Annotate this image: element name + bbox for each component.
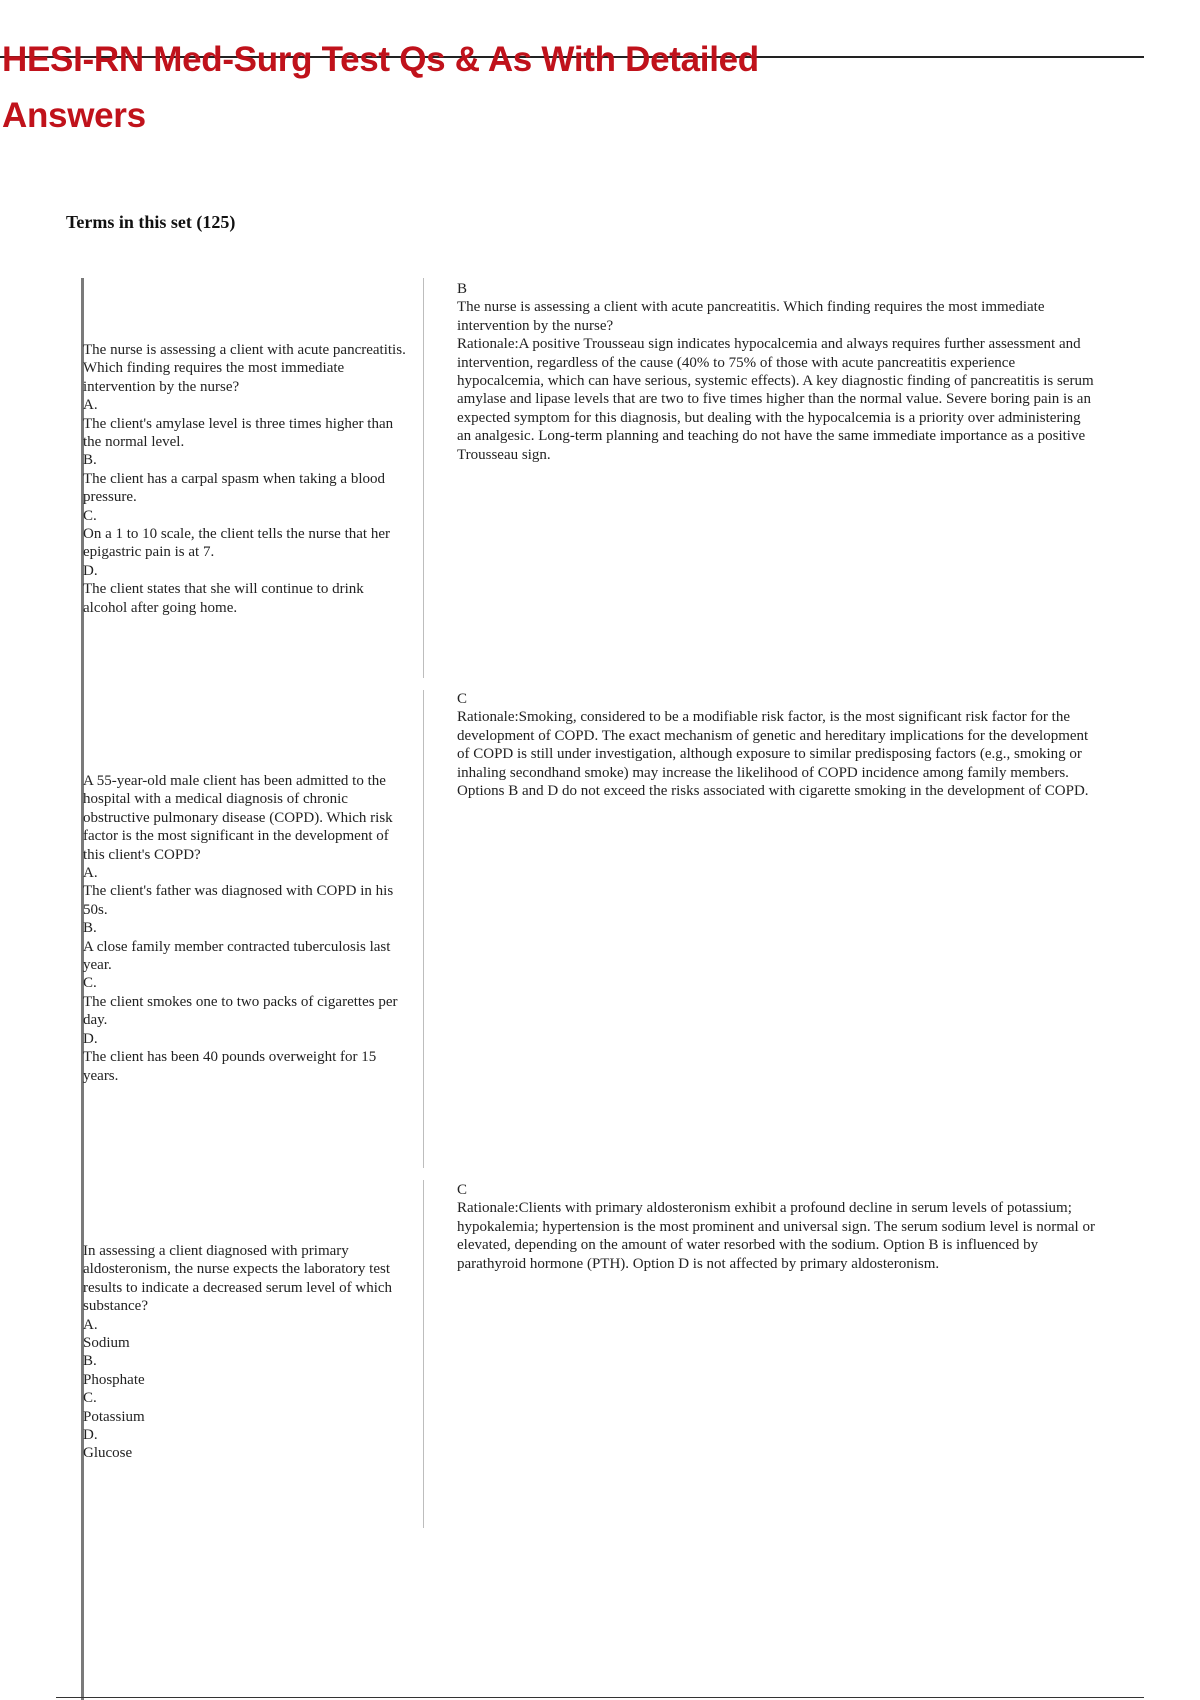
- option-text: The client has a carpal spasm when taking a blood pressure.: [83, 470, 385, 506]
- term-question: [83, 341, 408, 617]
- question-text: A 55-year-old male client has been admitted to the hospital with a medical diagnosis of chronic obstructive pulmonary disease (COPD). Which risk factor is the most significant in the development of this client's COPD?: [83, 773, 393, 863]
- term-definition: [457, 1181, 1097, 1273]
- answer-letter: C: [457, 691, 468, 707]
- option-letter: D.: [83, 1427, 98, 1444]
- option-text: A close family member contracted tuberculosis last year.: [83, 938, 391, 974]
- rationale-text: Rationale:Smoking, considered to be a modifiable risk factor, is the most significant risk factor for the development of COPD. The exact mechanism of genetic and hereditary implications for the development of COPD is still under investigation, although exposure to similar predisposing factors (e.g., smoking or inhaling secondhand smoke) may increase the likelihood of COPD incidence among family members. Options B and D do not exceed the risks associated with cigarette smoking in the development of COPD.: [457, 709, 1089, 800]
- option-letter: C.: [83, 975, 97, 992]
- option-text: Glucose: [83, 1445, 133, 1462]
- term-definition: [457, 280, 1097, 464]
- term-question: [83, 1242, 408, 1463]
- option-letter: D.: [83, 562, 98, 579]
- answer-letter: C: [457, 1182, 468, 1198]
- question-text: The nurse is assessing a client with acute pancreatitis. Which finding requires the most immediate intervention by the nurse?: [83, 342, 406, 395]
- rationale-text: Rationale:A positive Trousseau sign indicates hypocalcemia and always requires further assessment and intervention, regardless of the cause (40% to 75% of those with acute pancreatitis experience hypocalcemia, which can have serious, systemic effects). A key diagnostic finding of pancreatitis is serum amylase and lipase levels that are two to five times higher than the normal value. Severe boring pain is an expected symptom for this diagnosis, but dealing with the hypocalcemia is a priority over administering an analgesic. Long-term planning and teaching do not have the same immediate importance as a positive Trousseau sign.: [457, 336, 1094, 463]
- answer-question-restated: The nurse is assessing a client with acute pancreatitis. Which finding requires the most immediate intervention by the nurse?: [457, 299, 1045, 334]
- title-line-1: HESI-RN Med-Surg Test Qs & As With Detailed: [2, 40, 759, 79]
- option-letter: A.: [83, 397, 98, 414]
- option-text: Phosphate: [83, 1371, 145, 1388]
- term-question: [83, 772, 408, 1085]
- option-text: The client smokes one to two packs of cigarettes per day.: [83, 993, 398, 1029]
- option-letter: C.: [83, 507, 97, 524]
- title-line-2: Answers: [2, 96, 146, 135]
- option-text: Sodium: [83, 1335, 130, 1352]
- terms-count: Terms in this set (125): [66, 212, 236, 232]
- term-definition: [457, 690, 1097, 800]
- option-text: The client states that she will continue to drink alcohol after going home.: [83, 581, 364, 616]
- answer-letter: B: [457, 281, 468, 297]
- bottom-rule: [56, 1697, 1144, 1698]
- option-letter: B.: [83, 452, 97, 469]
- card-divider: [423, 1180, 424, 1528]
- option-letter: A.: [83, 865, 98, 882]
- option-letter: B.: [83, 920, 97, 937]
- document-title: [2, 32, 822, 144]
- option-letter: C.: [83, 1390, 97, 1407]
- question-text: In assessing a client diagnosed with primary aldosteronism, the nurse expects the laboratory test results to indicate a decreased serum level of which substance?: [83, 1243, 393, 1315]
- card-divider: [423, 690, 424, 1168]
- option-letter: B.: [83, 1353, 97, 1370]
- option-text: The client has been 40 pounds overweight for 15 years.: [83, 1049, 377, 1084]
- option-text: Potassium: [83, 1408, 145, 1425]
- option-letter: D.: [83, 1030, 98, 1047]
- card-divider: [423, 278, 424, 678]
- rationale-text: Rationale:Clients with primary aldosteronism exhibit a profound decline in serum levels of potassium; hypokalemia; hypertension is the most prominent and universal sign. The serum sodium level is normal or elevated, depending on the amount of water resorbed with the sodium. Option B is influenced by parathyroid hormone (PTH). Option D is not affected by primary aldosteronism.: [457, 1200, 1095, 1272]
- option-text: The client's father was diagnosed with COPD in his 50s.: [83, 883, 394, 918]
- option-text: The client's amylase level is three times higher than the normal level.: [83, 415, 394, 451]
- option-letter: A.: [83, 1316, 98, 1333]
- option-text: On a 1 to 10 scale, the client tells the nurse that her epigastric pain is at 7.: [83, 526, 390, 561]
